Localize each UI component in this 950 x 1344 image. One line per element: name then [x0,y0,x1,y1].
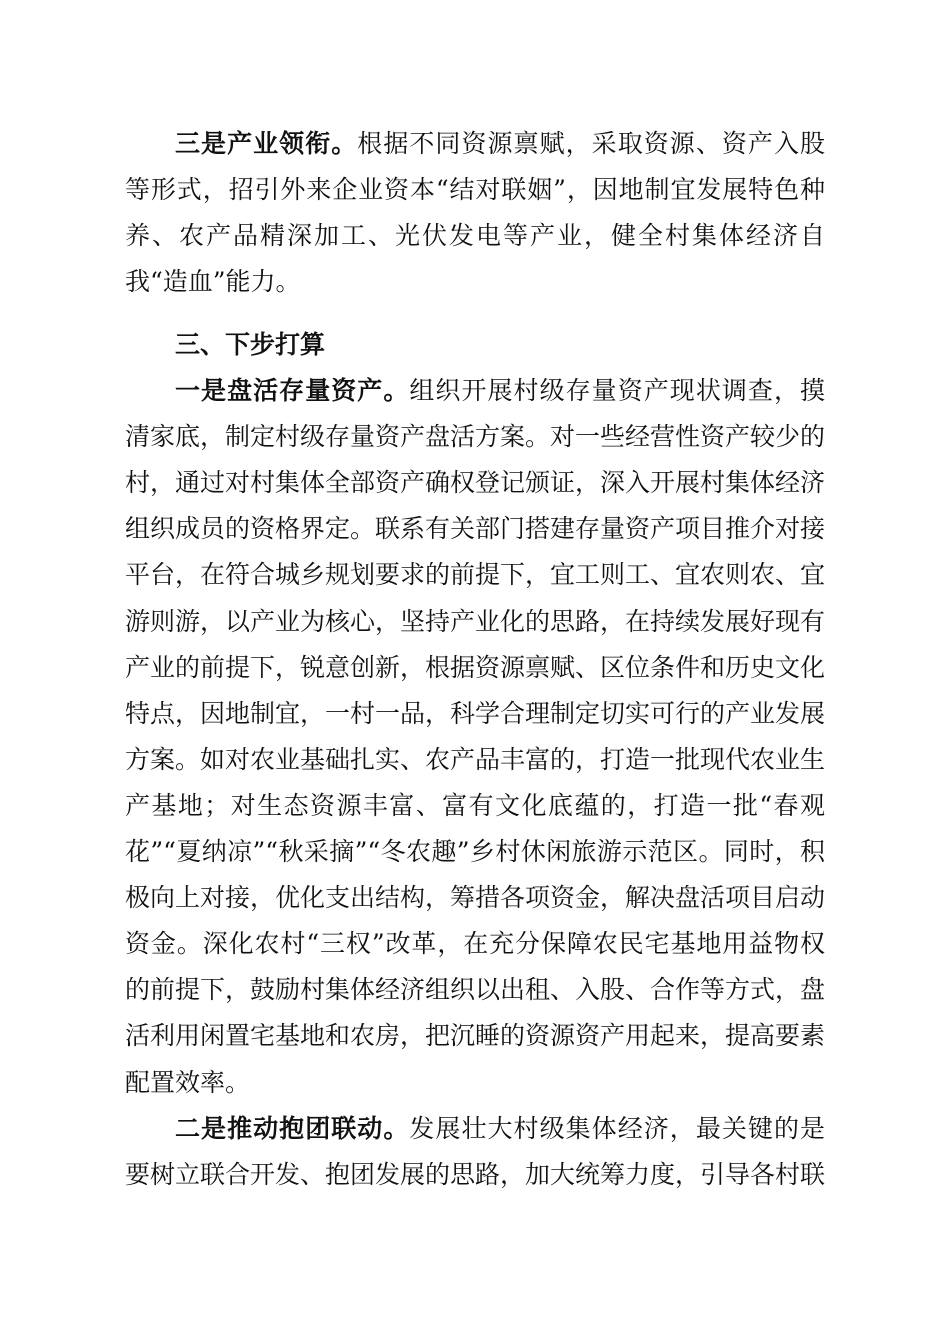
paragraph-body: 根据不同资源禀赋，采取资源、资产入股等形式，招引外来企业资本“结对联姻”，因地制宜发展特色种养、农产品精深加工、光伏发电等产业，健全村集体经济自我“造血”能力。 [125,129,825,297]
text-block-main [125,322,825,1198]
paragraph-lead: 一是盘活存量资产。 [175,376,410,406]
section-heading: 三、下步打算 [175,330,326,359]
paragraph-lead: 三是产业领衔。 [175,129,358,158]
paragraph-joint-development [125,1106,825,1198]
text-block-top [125,121,825,305]
paragraph-lead: 二是推动抱团联动。 [175,1113,410,1143]
paragraph-body: 组织开展村级存量资产现状调查，摸清家底，制定村级存量资产盘活方案。对一些经营性资产较少的村，通过对村集体全部资产确权登记颁证，深入开展村集体经济组织成员的资格界定。联系有关部门搭建存量资产项目推介对接平台，在符合城乡规划要求的前提下，宜工则工、宜农则农、宜游则游，以产业为核心，坚持产业化的思路，在持续发展好现有产业的前提下，锐意创新，根据资源禀赋、区位条件和历史文化特点，因地制宜，一村一品，科学合理制定切实可行的产业发展方案。如对农业基础扎实、农产品丰富的，打造一批现代农业生产基地；对生态资源丰富、富有文化底蕴的，打造一批“春观花”“夏纳凉”“秋采摘”“冬农趣”乡村休闲旅游示范区。同时，积极向上对接，优化支出结构，筹措各项资金，解决盘活项目启动资金。深化农村“三权”改革，在充分保障农民宅基地用益物权的前提下，鼓励村集体经济组织以出租、入股、合作等方式，盘活利用闲置宅基地和农房，把沉睡的资源资产用起来，提高要素配置效率。 [125,376,826,1097]
paragraph-body: 发展壮大村级集体经济，最关键的是要树立联合开发、抱团发展的思路，加大统筹力度，引导各村联 [125,1113,826,1189]
paragraph-industry-lead [125,121,825,305]
paragraph-revitalize-assets [125,368,825,1106]
